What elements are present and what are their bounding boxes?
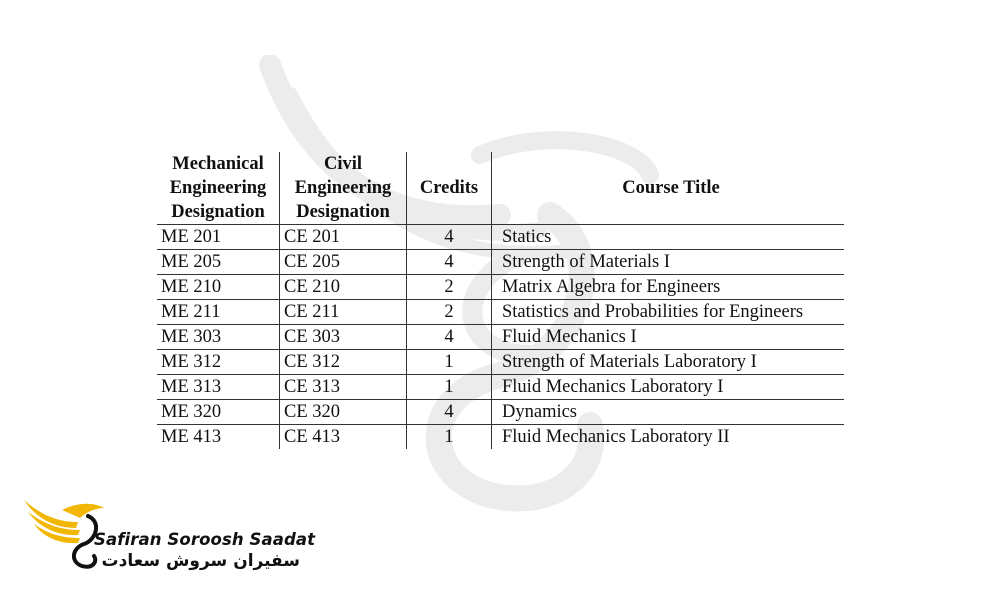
credits-cell: 4 <box>407 250 492 275</box>
table-row <box>157 325 844 350</box>
header-me-line-3: Designation <box>171 202 265 222</box>
header-ce-line-3: Designation <box>296 202 390 222</box>
table-row <box>157 425 844 450</box>
civil-code-cell: CE 313 <box>280 375 407 400</box>
header-ce-line-2: Engineering <box>294 178 392 198</box>
course-title-cell: Fluid Mechanics Laboratory II <box>502 426 730 447</box>
header-mechanical-designation <box>157 152 280 225</box>
mechanical-code-cell: ME 210 <box>157 275 280 300</box>
credits-cell: 1 <box>407 425 492 450</box>
header-me-line-2: Engineering <box>169 178 267 198</box>
civil-code-cell: CE 413 <box>280 425 407 450</box>
mechanical-code-cell: ME 205 <box>157 250 280 275</box>
credits-cell: 4 <box>407 225 492 250</box>
header-me-line-1: Mechanical <box>172 154 264 174</box>
table-row <box>157 250 844 275</box>
table-row <box>157 225 844 250</box>
table-body <box>157 225 844 450</box>
civil-code-cell: CE 312 <box>280 350 407 375</box>
course-title-cell: Statics <box>492 225 845 250</box>
civil-code-cell: CE 205 <box>280 250 407 275</box>
credits-cell: 4 <box>407 400 492 425</box>
table-row <box>157 350 844 375</box>
civil-code-cell: CE 211 <box>280 300 407 325</box>
mechanical-code-cell: ME 320 <box>157 400 280 425</box>
credits-cell: 2 <box>407 275 492 300</box>
credits-cell: 1 <box>407 375 492 400</box>
table-header-row <box>157 152 844 225</box>
credits-cell: 2 <box>407 300 492 325</box>
course-title-cell: Fluid Mechanics I <box>492 325 845 350</box>
course-title-cell: Strength of Materials Laboratory I <box>492 350 845 375</box>
course-equivalence-table <box>157 152 844 449</box>
course-title-cell: Matrix Algebra for Engineers <box>492 275 845 300</box>
header-civil-designation <box>280 152 407 225</box>
mechanical-code-cell: ME 303 <box>157 325 280 350</box>
civil-code-cell: CE 210 <box>280 275 407 300</box>
course-title-cell: Strength of Materials I <box>492 250 845 275</box>
brand-name-english: Safiran Soroosh Saadat <box>94 530 316 549</box>
mechanical-code-cell: ME 312 <box>157 350 280 375</box>
course-title-cell: Dynamics <box>492 400 845 425</box>
civil-code-cell: CE 201 <box>280 225 407 250</box>
header-course-title: Course Title <box>492 152 845 225</box>
company-logo <box>22 492 316 582</box>
table-row <box>157 300 844 325</box>
table-row <box>157 375 844 400</box>
table-row <box>157 275 844 300</box>
mechanical-code-cell: ME 211 <box>157 300 280 325</box>
credits-cell: 4 <box>407 325 492 350</box>
mechanical-code-cell: ME 313 <box>157 375 280 400</box>
course-title-cell: Statistics and Probabilities for Engineers <box>492 300 845 325</box>
course-title-cell: Fluid Mechanics Laboratory I <box>492 375 845 400</box>
table-row <box>157 400 844 425</box>
credits-cell: 1 <box>407 350 492 375</box>
civil-code-cell: CE 320 <box>280 400 407 425</box>
mechanical-code-cell: ME 201 <box>157 225 280 250</box>
header-credits: Credits <box>407 152 492 225</box>
header-ce-line-1: Civil <box>323 154 363 174</box>
civil-code-cell: CE 303 <box>280 325 407 350</box>
mechanical-code-cell: ME 413 <box>157 425 280 450</box>
brand-name-persian: سفیران سروش سعادت <box>101 551 300 571</box>
